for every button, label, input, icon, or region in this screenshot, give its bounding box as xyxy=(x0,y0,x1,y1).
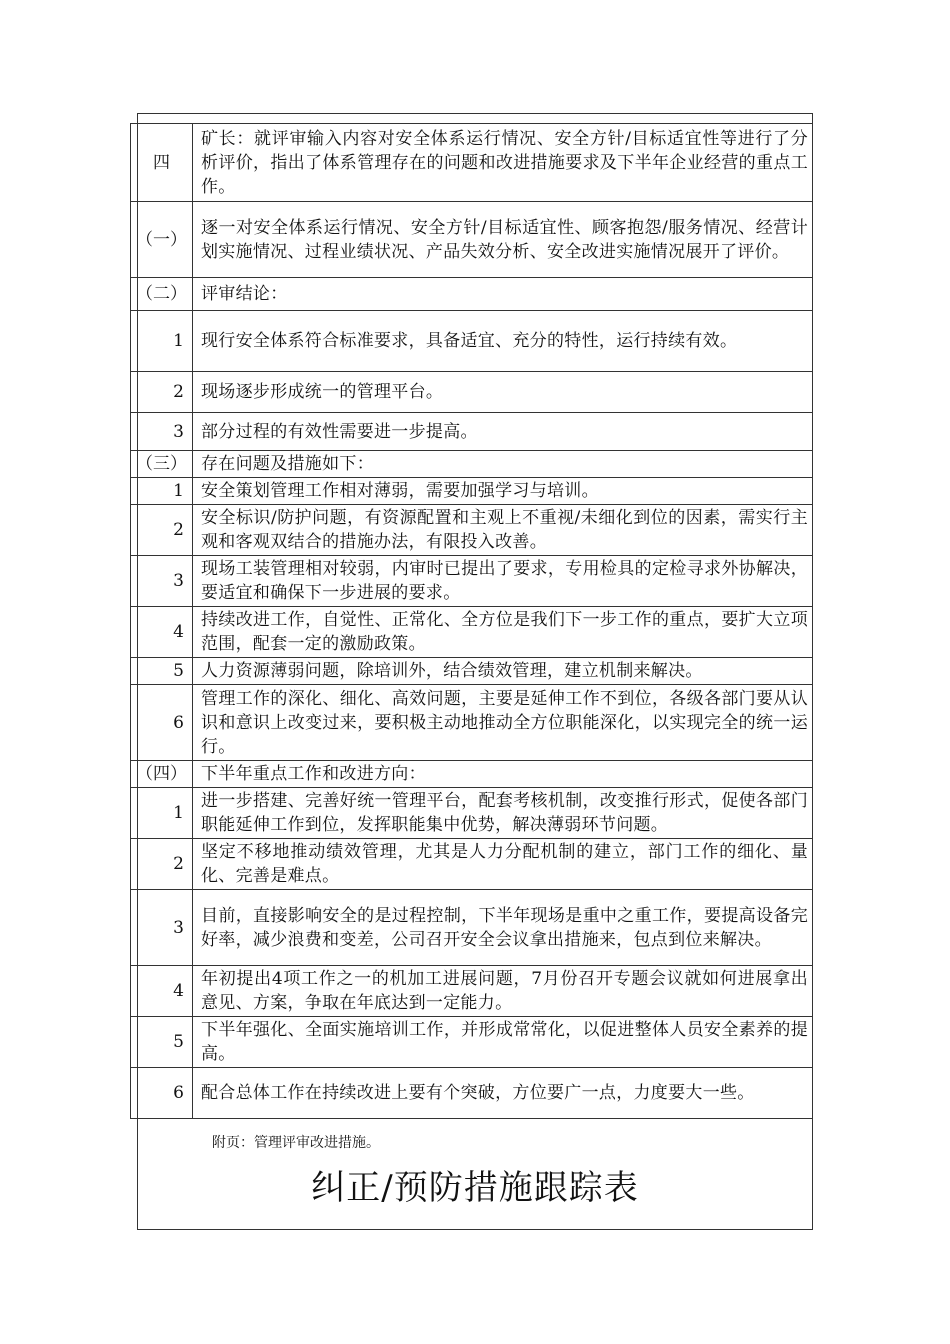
row-text: 矿长：就评审输入内容对安全体系运行情况、安全方针/目标适宜性等进行了分析评价，指出了体系管理存在的问题和改进措施要求及下半年企业经营的重点工作。 xyxy=(193,124,813,202)
row-number: 2 xyxy=(131,372,193,413)
row-text: 现行安全体系符合标准要求，具备适宜、充分的特性，运行持续有效。 xyxy=(193,311,813,372)
row-number: 2 xyxy=(131,505,193,556)
row-number: 1 xyxy=(131,311,193,372)
table-row xyxy=(131,685,813,761)
row-number: 5 xyxy=(131,1017,193,1068)
table-row xyxy=(131,839,813,890)
row-number: （一） xyxy=(131,202,193,278)
table-row xyxy=(131,413,813,451)
row-text: 现场逐步形成统一的管理平台。 xyxy=(193,372,813,413)
row-text: 下半年强化、全面实施培训工作，并形成常常化，以促进整体人员安全素养的提高。 xyxy=(193,1017,813,1068)
row-number: 3 xyxy=(131,556,193,607)
table-row xyxy=(131,1068,813,1119)
table-row xyxy=(131,966,813,1017)
row-number: 1 xyxy=(131,478,193,505)
row-text: 人力资源薄弱问题，除培训外，结合绩效管理，建立机制来解决。 xyxy=(193,658,813,685)
row-text: 下半年重点工作和改进方向： xyxy=(193,761,813,788)
row-text: 存在问题及措施如下： xyxy=(193,451,813,478)
row-text: 持续改进工作，自觉性、正常化、全方位是我们下一步工作的重点，要扩大立项范围，配套一定的激励政策。 xyxy=(193,607,813,658)
attachment-note: 附页：管理评审改进措施。 xyxy=(212,1135,380,1151)
row-text: 配合总体工作在持续改进上要有个突破，方位要广一点，力度要大一些。 xyxy=(193,1068,813,1119)
row-number: 3 xyxy=(131,890,193,966)
table-row xyxy=(131,311,813,372)
row-number: 4 xyxy=(131,607,193,658)
row-text: 年初提出4项工作之一的机加工进展问题，7月份召开专题会议就如何进展拿出意见、方案，争取在年底达到一定能力。 xyxy=(193,966,813,1017)
row-number: 1 xyxy=(131,788,193,839)
table-row xyxy=(131,761,813,788)
table-row xyxy=(131,556,813,607)
table-row xyxy=(131,124,813,202)
row-number: 4 xyxy=(131,966,193,1017)
row-number: 5 xyxy=(131,658,193,685)
table-row xyxy=(131,278,813,311)
row-number: 四 xyxy=(131,124,193,202)
row-text: 安全标识/防护问题，有资源配置和主观上不重视/未细化到位的因素，需实行主观和客观双结合的措施办法，有限投入改善。 xyxy=(193,505,813,556)
table-row xyxy=(131,1017,813,1068)
table-row xyxy=(131,478,813,505)
tracking-table-title: 纠正/预防措施跟踪表 xyxy=(311,1168,639,1208)
table-row xyxy=(131,372,813,413)
table-row xyxy=(131,658,813,685)
row-text: 逐一对安全体系运行情况、安全方针/目标适宜性、顾客抱怨/服务情况、经营计划实施情况、过程业绩状况、产品失效分析、安全改进实施情况展开了评价。 xyxy=(193,202,813,278)
row-text: 目前，直接影响安全的是过程控制，下半年现场是重中之重工作，要提高设备完好率，减少浪费和变差，公司召开安全会议拿出措施来，包点到位来解决。 xyxy=(193,890,813,966)
table-row xyxy=(131,505,813,556)
table-row xyxy=(131,607,813,658)
row-text: 部分过程的有效性需要进一步提高。 xyxy=(193,413,813,451)
row-text: 安全策划管理工作相对薄弱，需要加强学习与培训。 xyxy=(193,478,813,505)
row-text: 管理工作的深化、细化、高效问题，主要是延伸工作不到位，各级各部门要从认识和意识上改变过来，要积极主动地推动全方位职能深化，以实现完全的统一运行。 xyxy=(193,685,813,761)
row-number: 6 xyxy=(131,1068,193,1119)
row-text: 现场工装管理相对较弱，内审时已提出了要求，专用检具的定检寻求外协解决，要适宜和确保下一步进展的要求。 xyxy=(193,556,813,607)
review-table xyxy=(130,123,813,1119)
row-number: （三） xyxy=(131,451,193,478)
table-row xyxy=(131,451,813,478)
row-number: （四） xyxy=(131,761,193,788)
row-text: 坚定不移地推动绩效管理，尤其是人力分配机制的建立，部门工作的细化、量化、完善是难点。 xyxy=(193,839,813,890)
table-row xyxy=(131,202,813,278)
row-text: 进一步搭建、完善好统一管理平台，配套考核机制，改变推行形式，促使各部门职能延伸工作到位，发挥职能集中优势，解决薄弱环节问题。 xyxy=(193,788,813,839)
row-number: 2 xyxy=(131,839,193,890)
row-number: （二） xyxy=(131,278,193,311)
table-row xyxy=(131,890,813,966)
row-number: 3 xyxy=(131,413,193,451)
table-row xyxy=(131,788,813,839)
row-text: 评审结论： xyxy=(193,278,813,311)
row-number: 6 xyxy=(131,685,193,761)
